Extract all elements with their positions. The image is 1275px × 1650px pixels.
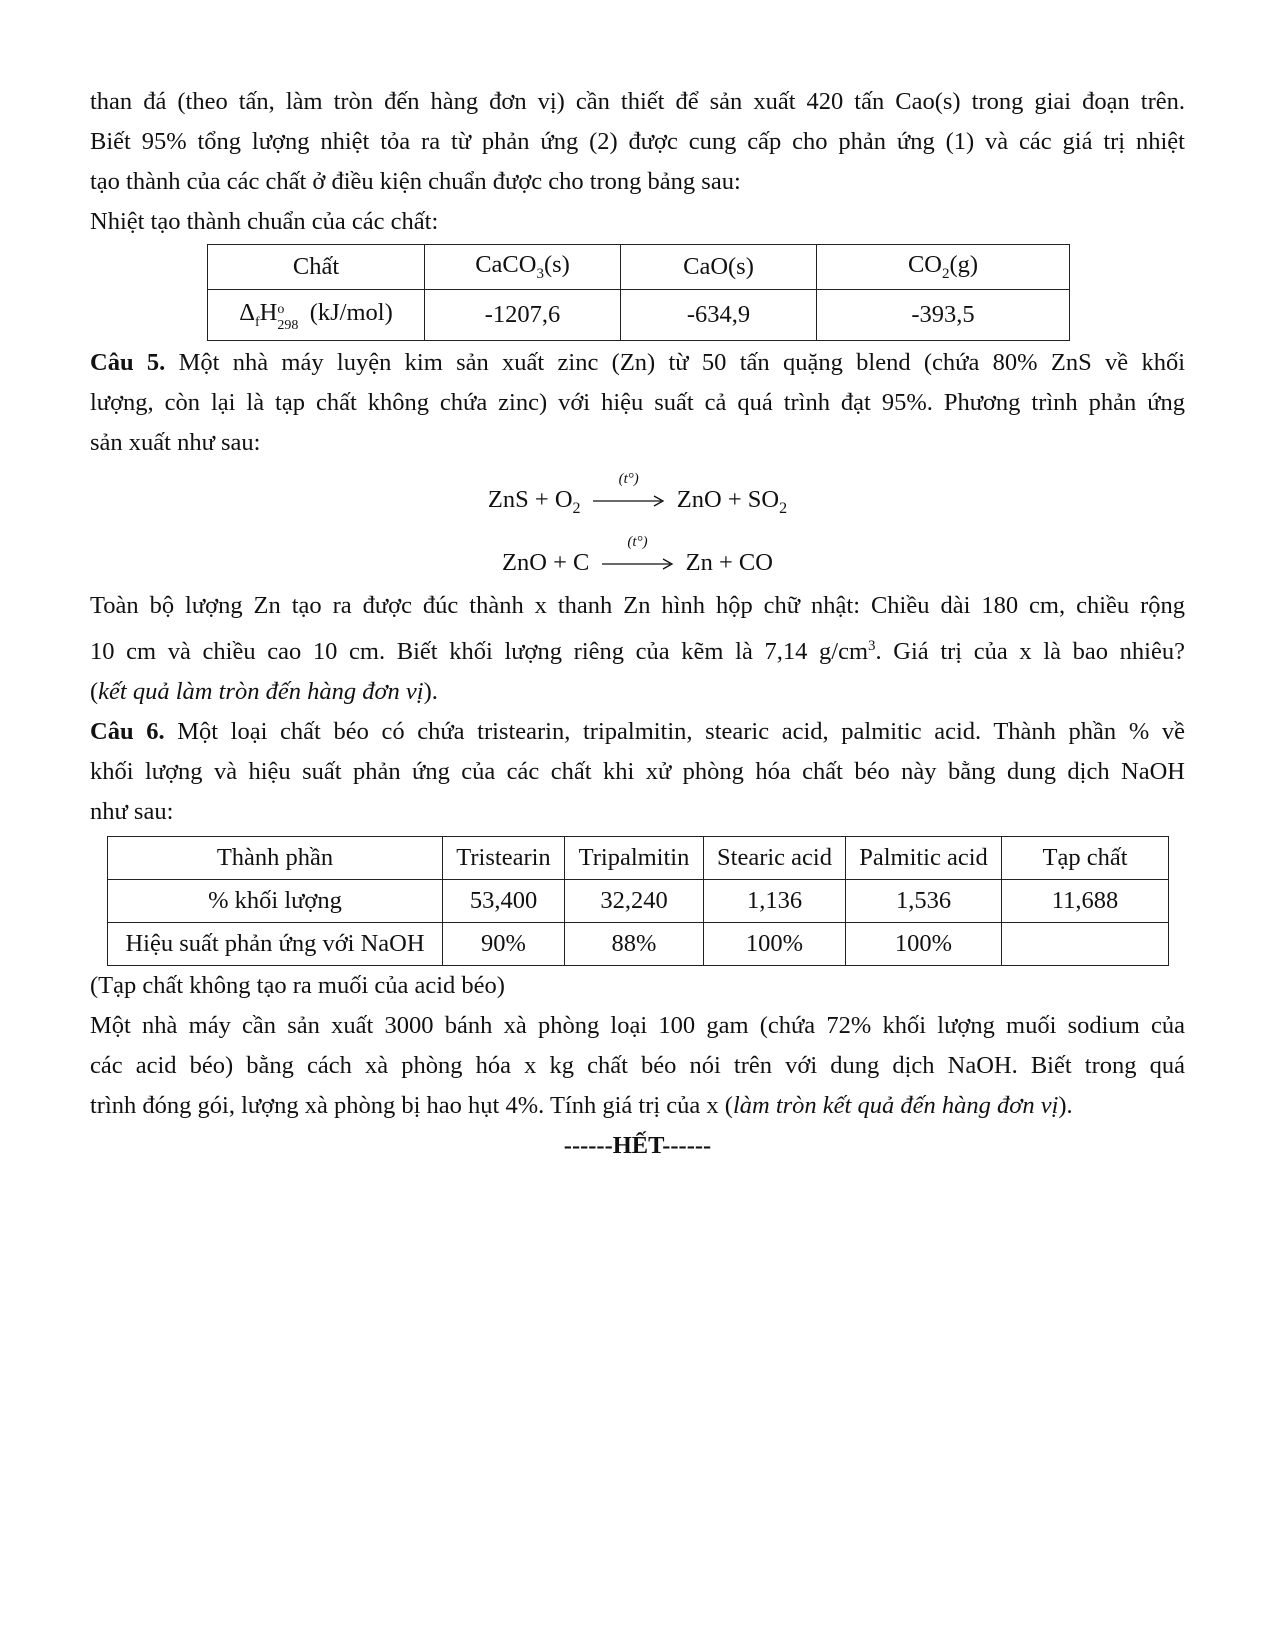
table-cell: -634,9	[621, 290, 817, 341]
table-cell: Tripalmitin	[565, 837, 704, 880]
intro-line-4: Nhiệt tạo thành chuẩn của các chất:	[90, 208, 439, 235]
q6-para-1: Một nhà máy cần sản xuất 3000 bánh xà phòng loại 100 gam (chứa 72% khối lượng muối sodium của	[90, 1012, 1185, 1040]
table-cell: -1207,6	[425, 290, 621, 341]
reaction-arrow	[593, 471, 665, 511]
reaction-condition: (t°)	[627, 534, 648, 551]
document-page	[90, 82, 1185, 1166]
table-cell: -393,5	[817, 290, 1070, 341]
table-row	[108, 880, 1169, 923]
table-cell	[208, 290, 425, 341]
fat-composition-table	[107, 836, 1169, 966]
delta-h-symbol: $\Delta_fH$ o 298	[239, 299, 299, 334]
table-cell: 32,240	[565, 880, 704, 923]
q5-after-2: 10 cm và chiều cao 10 cm. Biết khối lượng riêng của kẽm là 7,14 $g/cm^3$. Giá trị của x là bao nhiêu?	[90, 637, 1185, 666]
table-cell: Tristearin	[443, 837, 565, 880]
table-cell: 100%	[846, 923, 1002, 966]
q5-line-3: sản xuất như sau:	[90, 429, 261, 456]
q6-line-1: Câu 6. Một loại chất béo có chứa tristearin, tripalmitin, stearic acid, palmitic acid. Thành phần % về	[90, 718, 1185, 746]
table-cell: 1,136	[704, 880, 846, 923]
reaction-arrow	[602, 534, 674, 574]
q5-line-1: Câu 5. Một nhà máy luyện kim sản xuất zinc (Zn) từ 50 tấn quặng blend (chứa 80% ZnS về khối	[90, 349, 1185, 376]
reaction-condition: (t°)	[618, 471, 639, 488]
table-cell: 88%	[565, 923, 704, 966]
intro-line-1: than đá (theo tấn, làm tròn đến hàng đơn vị) cần thiết để sản xuất 420 tấn Cao(s) trong giai đoạn trên.	[90, 88, 1185, 115]
table-cell: 100%	[704, 923, 846, 966]
q6-line-3: như sau:	[90, 798, 174, 826]
end-marker: ------HẾT------	[563, 1132, 712, 1160]
q6-para-3: trình đóng gói, lượng xà phòng bị hao hụt 4%. Tính giá trị của x (làm tròn kết quả đến hàng đơn vị).	[90, 1092, 1073, 1120]
table-cell: Palmitic acid	[846, 837, 1002, 880]
table-cell: Chất	[208, 245, 425, 290]
q5-after-3: (kết quả làm tròn đến hàng đơn vị).	[90, 678, 438, 706]
q6-line-2: khối lượng và hiệu suất phản ứng của các chất khi xử phòng hóa chất béo này bằng dung dịch NaOH	[90, 758, 1185, 786]
question-label: Câu 5.	[90, 349, 166, 376]
formation-enthalpy-table	[207, 244, 1070, 341]
unit-label: (kJ/mol)	[309, 299, 393, 327]
table-cell	[1002, 923, 1169, 966]
intro-line-3: tạo thành của các chất ở điều kiện chuẩn được cho trong bảng sau:	[90, 168, 741, 195]
q5-after-1: Toàn bộ lượng Zn tạo ra được đúc thành x thanh Zn hình hộp chữ nhật: Chiều dài 180 cm, chiều rộng	[90, 591, 1185, 619]
table-cell: Tạp chất	[1002, 837, 1169, 880]
table-cell: % khối lượng	[108, 880, 443, 923]
table-cell: $CO_2(g)$	[817, 245, 1070, 290]
table-cell: CaCO$_3$(s)	[425, 245, 621, 290]
equation-2: ZnO + C (t°) Zn + CO	[502, 534, 773, 576]
q6-para-2: các acid béo) bằng cách xà phòng hóa x kg chất béo nói trên với dung dịch NaOH. Biết trong quá	[90, 1052, 1185, 1080]
table-row	[108, 837, 1169, 880]
table-row	[108, 923, 1169, 966]
table-row	[208, 245, 1070, 290]
table-cell: 1,536	[846, 880, 1002, 923]
table-cell: 90%	[443, 923, 565, 966]
intro-line-2: Biết 95% tổng lượng nhiệt tỏa ra từ phản ứng (2) được cung cấp cho phản ứng (1) và các giá trị nhiệt	[90, 128, 1185, 155]
table-row	[208, 290, 1070, 341]
question-label: Câu 6.	[90, 718, 165, 746]
table-cell: Thành phần	[108, 837, 443, 880]
q5-line-2: lượng, còn lại là tạp chất không chứa zinc) với hiệu suất cả quá trình đạt 95%. Phương trình phản ứng	[90, 389, 1185, 416]
q6-note: (Tạp chất không tạo ra muối của acid béo)	[90, 972, 505, 1000]
table-cell: Stearic acid	[704, 837, 846, 880]
table-cell: 11,688	[1002, 880, 1169, 923]
table-cell: CaO(s)	[621, 245, 817, 290]
equation-1: ZnS + $O_2$ (t°) ZnO + $SO_2$	[487, 471, 788, 517]
table-cell: 53,400	[443, 880, 565, 923]
table-cell: Hiệu suất phản ứng với NaOH	[108, 923, 443, 966]
